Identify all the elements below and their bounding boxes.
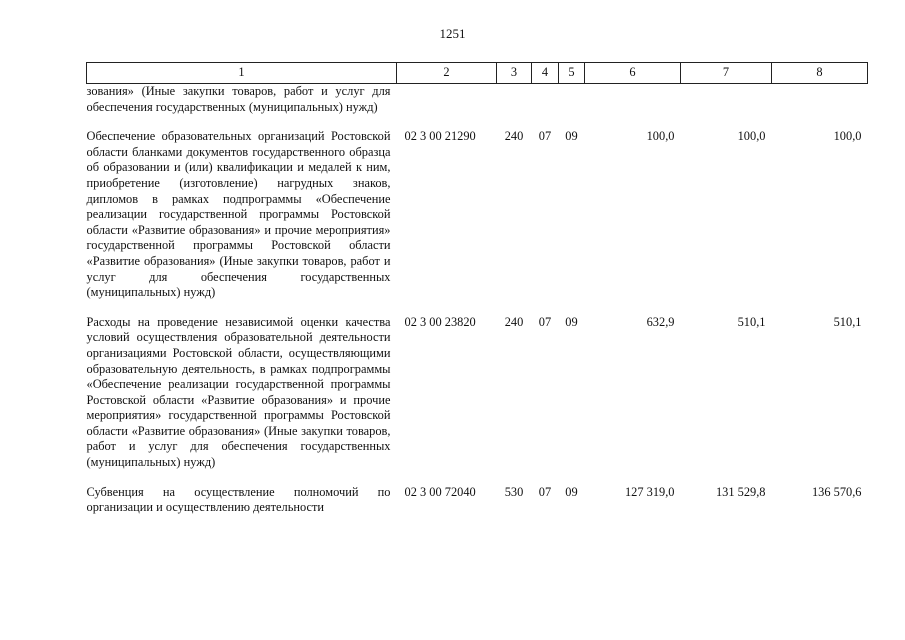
row-code: 02 3 00 72040 bbox=[404, 484, 476, 499]
row-vr: 240 bbox=[504, 129, 524, 144]
header-row bbox=[87, 63, 868, 84]
row-description: зования» (Иные закупки товаров, работ и услуг для обеспечения государственных (муниципальных) нужд) bbox=[86, 84, 391, 114]
header-cell-4: 4 bbox=[532, 63, 559, 84]
row-vr bbox=[497, 84, 532, 130]
table-row bbox=[87, 485, 868, 516]
row-description: Субвенция на осуществление полномочий по организации и осуществлению деятельности bbox=[86, 484, 391, 515]
table-body bbox=[87, 84, 868, 516]
row-year3 bbox=[772, 84, 868, 130]
row-year2: 100,0 bbox=[737, 129, 766, 144]
row-pr: 09 bbox=[565, 314, 578, 329]
row-year3: 100,0 bbox=[833, 129, 862, 144]
header-cell-5: 5 bbox=[559, 63, 585, 84]
row-code bbox=[397, 84, 497, 130]
row-vr: 530 bbox=[504, 484, 524, 499]
header-cell-8: 8 bbox=[772, 63, 868, 84]
table-row bbox=[87, 315, 868, 485]
row-year3: 136 570,6 bbox=[811, 484, 862, 499]
page-number: 1251 bbox=[439, 26, 466, 41]
header-cell-3: 3 bbox=[497, 63, 532, 84]
header-cell-6: 6 bbox=[585, 63, 681, 84]
row-code: 02 3 00 23820 bbox=[404, 314, 476, 329]
row-year2: 131 529,8 bbox=[715, 484, 766, 499]
row-year2 bbox=[681, 84, 772, 130]
row-pr bbox=[559, 84, 585, 130]
row-vr: 240 bbox=[504, 314, 524, 329]
row-rz: 07 bbox=[538, 484, 552, 499]
row-year1 bbox=[585, 84, 681, 130]
row-rz: 07 bbox=[538, 314, 552, 329]
row-rz bbox=[532, 84, 559, 130]
table-header bbox=[87, 63, 868, 84]
row-year1: 100,0 bbox=[646, 129, 675, 144]
row-description: Обеспечение образовательных организаций Ростовской области бланками документов государственного образца об образовании и (или) квалификации и медалей к ним, приобретение (изготовление) нагрудных знаков, дипломов в рамках подпрограммы «Обеспечение реализации государственной программы Ростовской области «Развитие образования» и прочие мероприятия» государственной программы Ростовской области «Развитие образования» (Иные закупки товаров, работ и услуг для обеспечения государственных (муниципальных) нужд) bbox=[86, 129, 391, 300]
row-code: 02 3 00 21290 bbox=[404, 129, 476, 144]
row-pr: 09 bbox=[565, 129, 578, 144]
budget-table bbox=[86, 62, 868, 516]
row-rz: 07 bbox=[538, 129, 552, 144]
header-cell-1: 1 bbox=[87, 63, 397, 84]
row-year1: 127 319,0 bbox=[624, 484, 675, 499]
table-row bbox=[87, 129, 868, 315]
row-year3: 510,1 bbox=[833, 314, 862, 329]
header-cell-2: 2 bbox=[397, 63, 497, 84]
row-year1: 632,9 bbox=[646, 314, 675, 329]
row-pr: 09 bbox=[565, 484, 578, 499]
header-cell-7: 7 bbox=[681, 63, 772, 84]
row-year2: 510,1 bbox=[737, 314, 766, 329]
row-description: Расходы на проведение независимой оценки качества условий осуществления образовательной деятельности организациями Ростовской области, осуществляющими образовательную деятельность, в рамках подпрограммы «Обеспечение реализации государственной программы Ростовской области «Развитие образования» и прочие мероприятия» государственной программы Ростовской области «Развитие образования» (Иные закупки товаров, работ и услуг для обеспечения государственных (муниципальных) нужд) bbox=[86, 314, 391, 470]
table-row bbox=[87, 84, 868, 130]
